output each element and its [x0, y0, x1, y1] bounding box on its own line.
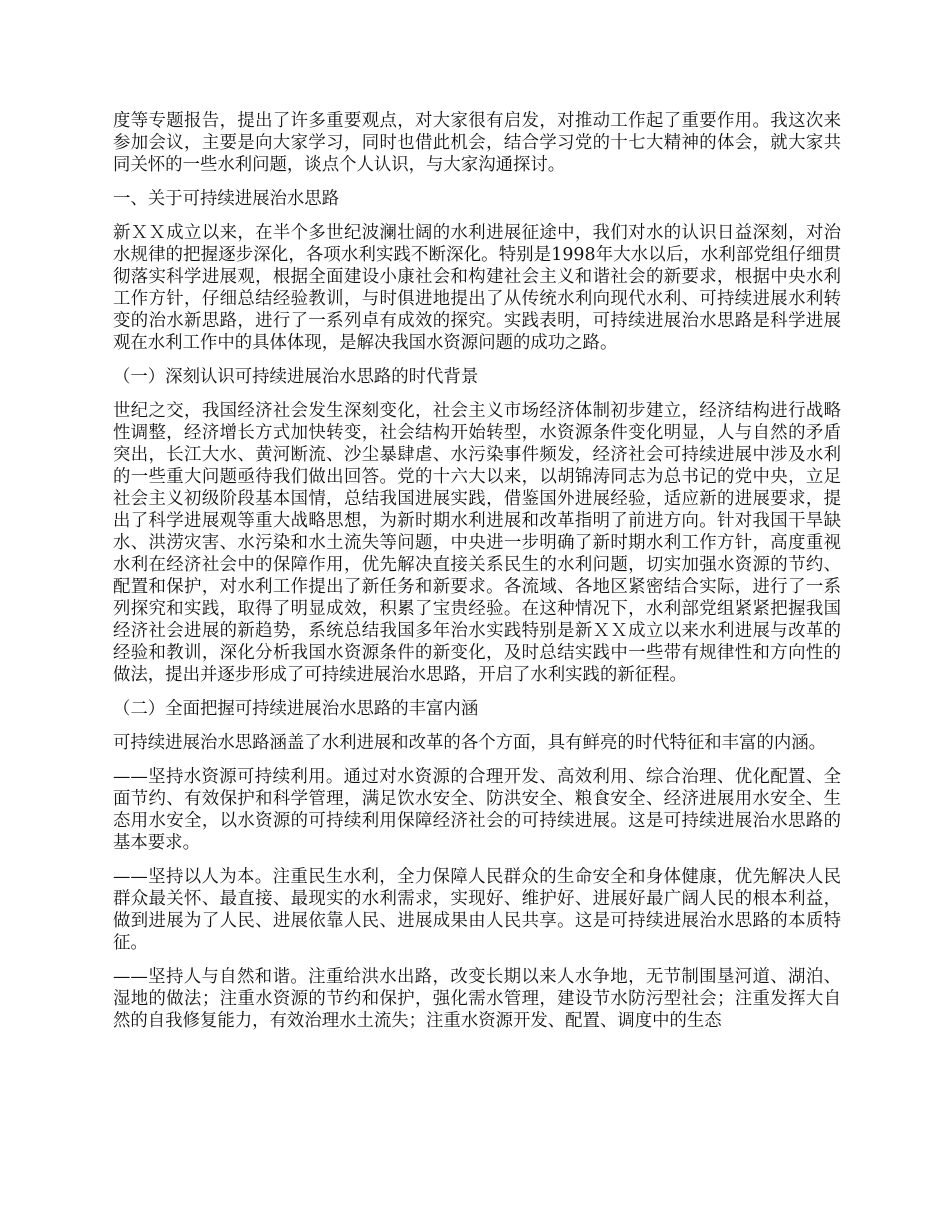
subsection-heading-2: （二）全面把握可持续进展治水思路的丰富内涵 — [113, 699, 479, 719]
point-people-oriented-paragraph: ——坚持以人为本。注重民生水利，全力保障人民群众的生命安全和身体健康，优先解决人民群众最关怀、最直接、最现实的水利需求，实现好、维护好、进展好最广阔人民的根本利益，做到进展为了人民、进展依靠人民、进展成果由人民共享。这是可持续进展治水思路的本质特征。 — [113, 867, 841, 953]
section-1-paragraph: 新ＸＸ成立以来，在半个多世纪波澜壮阔的水利进展征途中，我们对水的认识日益深刻，对治水规律的把握逐步深化，各项水利实践不断深化。特别是1998年大水以后，水利部党组仔细贯彻落实科学进展观，根据全面建设小康社会和构建社会主义和谐社会的新要求，根据中央水利工作方针，仔细总结经验教训，与时俱进地提出了从传统水利向现代水利、可持续进展水利转变的治水新思路，进行了一系列卓有成效的探究。实践表明，可持续进展治水思路是科学进展观在水利工作中的具体体现，是解决我国水资源问题的成功之路。 — [113, 223, 841, 353]
section-heading-1: 一、关于可持续进展治水思路 — [113, 189, 340, 209]
intro-paragraph: 度等专题报告，提出了许多重要观点，对大家很有启发，对推动工作起了重要作用。我这次来参加会议，主要是向大家学习，同时也借此机会，结合学习党的十七大精神的体会，就大家共同关怀的一些水利问题，谈点个人认识，与大家沟通探讨。 — [113, 111, 841, 175]
subsection-heading-1: （一）深刻认识可持续进展治水思路的时代背景 — [113, 367, 479, 387]
subsection-1-paragraph: 世纪之交，我国经济社会发生深刻变化，社会主义市场经济体制初步建立，经济结构进行战略性调整，经济增长方式加快转变，社会结构开始转型，水资源条件变化明显，人与自然的矛盾突出，长江大水、黄河断流、沙尘暴肆虐、水污染事件频发，经济社会可持续进展中涉及水利的一些重大问题亟待我们做出回答。党的十六大以来，以胡锦涛同志为总书记的党中央，立足社会主义初级阶段基本国情，总结我国进展实践，借鉴国外进展经验，适应新的进展要求，提出了科学进展观等重大战略思想，为新时期水利进展和改革指明了前进方向。针对我国干旱缺水、洪涝灾害、水污染和水土流失等问题，中央进一步明确了新时期水利工作方针，高度重视水利在经济社会中的保障作用，优先解决直接关系民生的水利问题，切实加强水资源的节约、配置和保护，对水利工作提出了新任务和新要求。各流域、各地区紧密结合实际，进行了一系列探究和实践，取得了明显成效，积累了宝贵经验。在这种情况下，水利部党组紧紧把握我国经济社会进展的新趋势，系统总结我国多年治水实践特别是新ＸＸ成立以来水利进展与改革的经验和教训，深化分析我国水资源条件的新变化，及时总结实践中一些带有规律性和方向性的做法，提出并逐步形成了可持续进展治水思路，开启了水利实践的新征程。 — [113, 401, 841, 685]
point-sustainable-use-paragraph: ——坚持水资源可持续利用。通过对水资源的合理开发、高效利用、综合治理、优化配置、全面节约、有效保护和科学管理，满足饮水安全、防洪安全、粮食安全、经济进展用水安全、生态用水安全，以水资源的可持续利用保障经济社会的可持续进展。这是可持续进展治水思路的基本要求。 — [113, 767, 841, 853]
document-page — [113, 110, 841, 1044]
subsection-2-intro-paragraph: 可持续进展治水思路涵盖了水利进展和改革的各个方面，具有鲜亮的时代特征和丰富的内涵。 — [113, 733, 827, 753]
point-harmony-nature-paragraph: ——坚持人与自然和谐。注重给洪水出路，改变长期以来人水争地，无节制围垦河道、湖泊、湿地的做法；注重水资源的节约和保护，强化需水管理，建设节水防污型社会；注重发挥大自然的自我修复能力，有效治理水土流失；注重水资源开发、配置、调度中的生态 — [113, 967, 841, 1031]
